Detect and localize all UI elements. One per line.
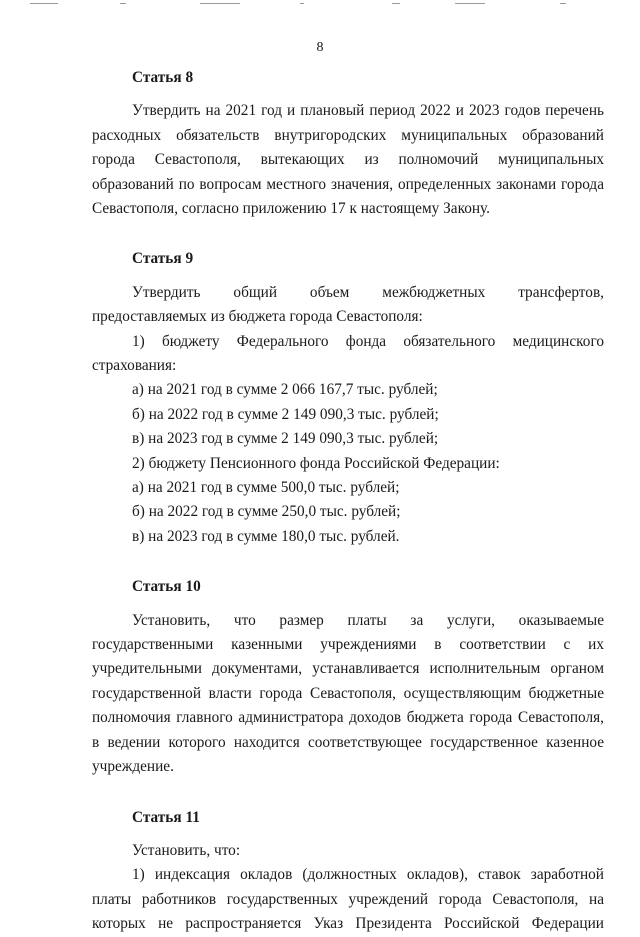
article-11-title: Статья 11	[132, 808, 200, 826]
article-9-intro: Утвердить общий объем межбюджетных трансфертов, предоставляемых из бюджета города Севастополя:	[92, 283, 604, 326]
article-11-item-1: 1) индексация окладов (должностных окладов), ставок заработной платы работников государственных учреждений города Севастополя, на которых не распространяется Указ Президента Российской Федерации	[92, 866, 604, 933]
document-body	[92, 66, 604, 937]
article-9-item-2: 2) бюджету Пенсионного фонда Российской Федерации:	[132, 454, 500, 472]
page-number: 8	[316, 40, 324, 55]
article-9-item-1a: а) на 2021 год в сумме 2 066 167,7 тыс. рублей;	[132, 381, 438, 399]
article-9-item-1c: в) на 2023 год в сумме 2 149 090,3 тыс. рублей;	[132, 430, 439, 448]
article-9-item-2c: в) на 2023 год в сумме 180,0 тыс. рублей.	[132, 527, 400, 545]
article-10-paragraph: Установить, что размер платы за услуги, оказываемые государственными казенными учреждениями в соответствии с их учредительными документами, устанавливается исполнительным органом государственной власти города Севастополя, осуществляющим бюджетные полномочия главного администратора доходов бюджета города Севастополя, в ведении которого находится соответствующее государственное казенное учреждение.	[92, 611, 604, 776]
article-9-item-2b: б) на 2022 год в сумме 250,0 тыс. рублей;	[132, 503, 401, 521]
scan-edge-marks	[0, 0, 640, 6]
article-11-intro: Установить, что:	[132, 841, 241, 859]
article-9-item-1: 1) бюджету Федерального фонда обязательного медицинского страхования:	[92, 332, 604, 375]
article-9-item-1b: б) на 2022 год в сумме 2 149 090,3 тыс. рублей;	[132, 405, 439, 423]
article-10-title: Статья 10	[132, 578, 201, 596]
article-9-title: Статья 9	[132, 250, 194, 268]
article-8-title: Статья 8	[132, 69, 194, 86]
article-9-item-2a: а) на 2021 год в сумме 500,0 тыс. рублей;	[132, 479, 400, 497]
article-8-paragraph: Утвердить на 2021 год и плановый период 2022 и 2023 годов перечень расходных обязательств внутригородских муниципальных образований города Севастополя, вытекающих из полномочий муниципальных образований по вопросам местного значения, определенных законами города Севастополя, согласно приложению 17 к настоящему Закону.	[92, 102, 604, 218]
